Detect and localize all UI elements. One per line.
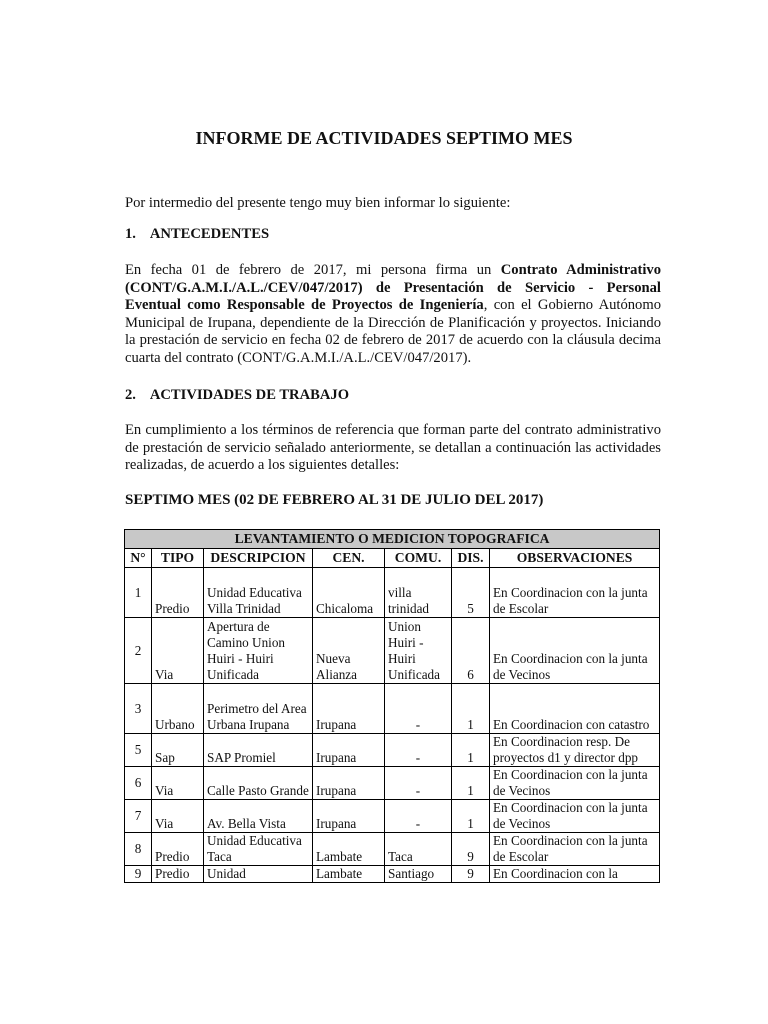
cell-comunidad: - [385,684,452,734]
cell-distrito: 5 [452,568,490,618]
antecedentes-paragraph [125,262,661,368]
cell-centro: Lambate [313,833,385,866]
cell-tipo: Via [152,618,204,684]
cell-number: 3 [125,684,152,734]
section-number: 1. [125,226,136,242]
column-header: CEN. [313,549,385,568]
cell-distrito: 1 [452,734,490,767]
table-header-row [125,549,660,568]
cell-comunidad: villa trinidad [385,568,452,618]
cell-number: 1 [125,568,152,618]
cell-observaciones: En Coordinacion con la junta de Vecinos [490,767,660,800]
cell-centro: Irupana [313,684,385,734]
cell-number: 6 [125,767,152,800]
cell-tipo: Urbano [152,684,204,734]
cell-distrito: 1 [452,684,490,734]
cell-observaciones: En Coordinacion con la junta de Vecinos [490,618,660,684]
cell-number: 2 [125,618,152,684]
cell-centro: Nueva Alianza [313,618,385,684]
cell-observaciones: En Coordinacion con la junta de Vecinos [490,800,660,833]
table-row [125,684,660,734]
cell-observaciones: En Coordinacion con la junta de Escolar [490,833,660,866]
section-number: 2. [125,387,136,403]
cell-comunidad: - [385,767,452,800]
cell-observaciones: En Coordinacion resp. De proyectos d1 y director dpp [490,734,660,767]
table-row [125,866,660,883]
cell-comunidad: - [385,734,452,767]
cell-observaciones: En Coordinacion con catastro [490,684,660,734]
cell-centro: Irupana [313,734,385,767]
cell-number: 5 [125,734,152,767]
cell-centro: Lambate [313,866,385,883]
cell-distrito: 9 [452,833,490,866]
cell-distrito: 1 [452,800,490,833]
column-header: TIPO [152,549,204,568]
table-row [125,568,660,618]
cell-number: 8 [125,833,152,866]
antecedentes-text-2: , con el Gobierno Autónomo Municipal de Irupana, dependiente de la Dirección de Planificación y proyectos. Iniciando la prestación de servicio en fecha 02 de febrero de 2017 de acuerdo con la cláusula decima cuarta del contrato (CONT/G.A.M.I./A.L./CEV/047/2017). [125,297,662,366]
cell-observaciones: En Coordinacion con la [490,866,660,883]
table-row [125,767,660,800]
cell-descripcion: Apertura de Camino Union Huiri - Huiri Unificada [204,618,313,684]
cell-tipo: Predio [152,568,204,618]
report-title: INFORME DE ACTIVIDADES SEPTIMO MES [195,128,573,148]
section-heading-antecedentes [125,226,661,244]
cell-distrito: 9 [452,866,490,883]
table-row [125,833,660,866]
cell-distrito: 1 [452,767,490,800]
column-header: OBSERVACIONES [490,549,660,568]
cell-tipo: Via [152,767,204,800]
cell-descripcion: Unidad [204,866,313,883]
table-row [125,800,660,833]
cell-centro: Irupana [313,800,385,833]
column-header: DIS. [452,549,490,568]
section-title: ACTIVIDADES DE TRABAJO [149,387,350,403]
cell-descripcion: Av. Bella Vista [204,800,313,833]
cell-centro: Chicaloma [313,568,385,618]
contract-reference: Contrato Administrativo (CONT/G.A.M.I./A.L./CEV/047/2017) de Presentación de Servicio - Personal Eventual como Responsable de Proyectos de Ingeniería [125,262,661,314]
cell-comunidad: Santiago [385,866,452,883]
table-row [125,734,660,767]
cell-distrito: 6 [452,618,490,684]
column-header: DESCRIPCION [204,549,313,568]
cell-comunidad: Taca [385,833,452,866]
section-heading-actividades [125,387,661,405]
actividades-paragraph: En cumplimiento a los términos de referencia que forman parte del contrato administrativo de prestación de servicio señalado anteriormente, se detallan a continuación las actividades realizadas, de acuerdo a los siguientes detalles: [125,422,661,474]
cell-descripcion: Perimetro del Area Urbana Irupana [204,684,313,734]
intro-paragraph: Por intermedio del presente tengo muy bien informar lo siguiente: [125,195,511,211]
cell-comunidad: Union Huiri - Huiri Unificada [385,618,452,684]
cell-descripcion: Unidad Educativa Villa Trinidad [204,568,313,618]
cell-tipo: Sap [152,734,204,767]
cell-descripcion: Unidad Educativa Taca [204,833,313,866]
cell-centro: Irupana [313,767,385,800]
table-row [125,618,660,684]
cell-tipo: Via [152,800,204,833]
cell-comunidad: - [385,800,452,833]
cell-descripcion: SAP Promiel [204,734,313,767]
cell-number: 9 [125,866,152,883]
antecedentes-text-1: En fecha 01 de febrero de 2017, mi persona firma un [125,262,501,278]
column-header: N° [125,549,152,568]
column-header: COMU. [385,549,452,568]
section-title: ANTECEDENTES [149,226,270,242]
topography-table [124,529,660,883]
cell-tipo: Predio [152,866,204,883]
table-banner: LEVANTAMIENTO O MEDICION TOPOGRAFICA [125,530,660,549]
period-heading: SEPTIMO MES (02 DE FEBRERO AL 31 DE JULIO DEL 2017) [125,492,544,508]
cell-descripcion: Calle Pasto Grande [204,767,313,800]
cell-observaciones: En Coordinacion con la junta de Escolar [490,568,660,618]
cell-tipo: Predio [152,833,204,866]
cell-number: 7 [125,800,152,833]
